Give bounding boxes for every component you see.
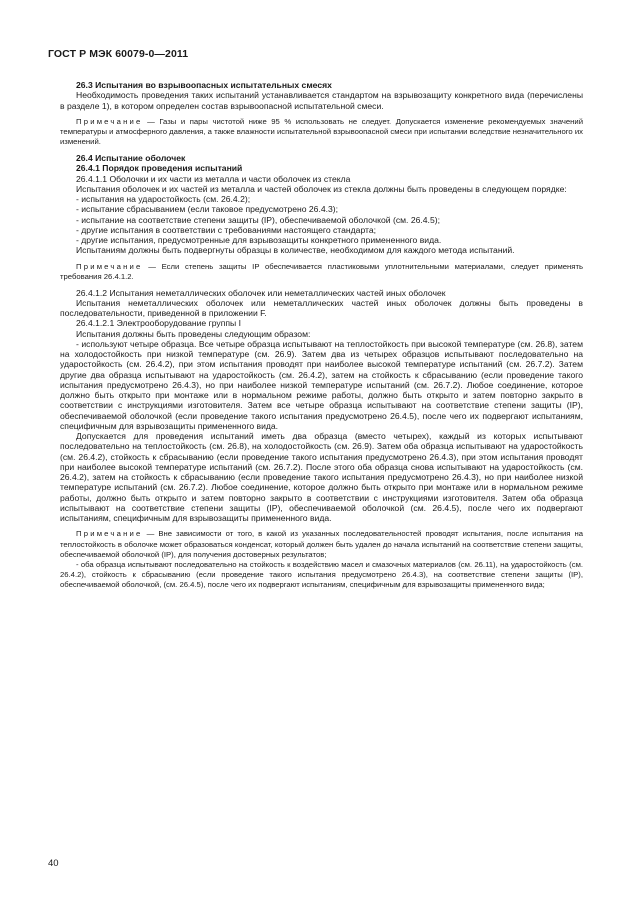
paragraph-four-samples: - используют четыре образца. Все четыре образца испытывают на теплостойкость при высокой температуре (см. 26.8), затем на холодостойкость при низкой температуре (см. 26.9). Затем два из четырех образцов испытывают последовательно на ударостойкость (см. 26.4.2), при этом испытания проводят при наиболее высокой температуре испытаний (см. 26.7.2). Затем другие два образца испытывают на ударостойкость (см. 26.4.2), затем на стойкость к сбрасыванию (если проведение такого испытания предусмотрено 26.4.3), но при наиболее низкой температуре испытаний (см. 26.7.2). Любое соединение, которое должно быть открыто при монтаже или в нормальном режиме работы, должно быть открыто и затем повторно закрыто в соответствии с инструкциями изготовителя. Затем все четыре образца испытывают на соответствие степени защиты (IP), обеспечиваемой оболочкой (если проведение такого испытания предусмотрено 26.4.5), после чего их подвергают испытаниям, специфичным для взрывозащиты примененного вида. bbox=[60, 338, 583, 431]
paragraph-nonmetal: Испытания неметаллических оболочек или неметаллических частей иных оболочек должны быть проведены в последовательности, приведенной в приложении F. bbox=[60, 297, 583, 319]
note-ip bbox=[60, 262, 583, 282]
page-content bbox=[60, 80, 583, 590]
heading-26-4: 26.4 Испытание оболочек bbox=[76, 153, 186, 164]
paragraph-test-order: Испытания оболочек и их частей из металла и частей оболочек из стекла должны быть проведены в следующем порядке: bbox=[76, 183, 567, 194]
standard-header: ГОСТ Р МЭК 60079-0—2011 bbox=[48, 48, 189, 60]
note-26-3 bbox=[60, 117, 583, 147]
paragraph-26-4-1-2-1: 26.4.1.2.1 Электрооборудование группы I bbox=[76, 318, 241, 329]
note-text: — Газы и пары чистотой ниже 95 % использовать не следует. Допускается изменение рекомендуемых значений температуры и атмосферного давления, а также влажности испытательной взрывоопасной смеси при испытании вследствие незначительного их изменений. bbox=[60, 116, 583, 146]
heading-26-3: 26.3 Испытания во взрывоопасных испытательных смесях bbox=[76, 80, 332, 90]
paragraph-26-4-1-2: 26.4.1.2 Испытания неметаллических оболочек или неметаллических частей иных оболочек bbox=[76, 287, 446, 298]
paragraph-two-samples: Допускается для проведения испытаний иметь два образца (вместо четырех), каждый из которых испытывают последовательно на теплостойкость (см. 26.8), на холодостойкость (см. 26.9). Затем оба образца испытывают на ударостойкость (см. 26.4.2), стойкость к сбрасыванию (если проведение такого испытания предусмотрено 26.4.3), при этом испытания проводят при наиболее высокой температуре испытаний (см. 26.7.2). После этого оба образца снова испытывают на ударостойкость (см. 26.4.2), затем на стойкость к сбрасыванию (если проведение такого испытания предусмотрено 26.4.3), но при наиболее низкой температуре испытаний (см. 26.7.2). Любое соединение, которое должно быть открыто при монтаже или в нормальном режиме работы, должно быть открыто и затем повторно закрыто в соответствии с инструкциями изготовителя. Затем оба образца испытывают на соответствие степени защиты (IP), обеспечиваемой оболочкой (см. 26.4.5), после чего их подвергают испытаниям, специфичным для взрывозащиты примененного вида. bbox=[60, 431, 583, 524]
list-item: - испытание на соответствие степени защиты (IP), обеспечиваемой оболочкой (см. 26.4.5); bbox=[76, 214, 440, 225]
note-condensate bbox=[60, 529, 583, 559]
list-item: - другие испытания, предусмотренные для взрывозащиты конкретного примененного вида. bbox=[76, 235, 442, 246]
note-label: Примечание bbox=[76, 261, 143, 271]
paragraph-26-3: Необходимость проведения таких испытаний устанавливается стандартом на взрывозащиту конкретного вида (перечислены в разделе 1), в котором определен состав взрывоопасной испытательной смеси. bbox=[60, 90, 583, 111]
note-text: — Вне зависимости от того, в какой из указанных последовательностей проводят испытания, после испытания на теплостойкость в оболочке может образоваться конденсат, который должен быть удален до начала испытаний на соответствие степени защиты, обеспечиваемой оболочкой (IP), для получения достоверных результатов; bbox=[60, 529, 583, 559]
list-item: - другие испытания в соответствии с требованиями настоящего стандарта; bbox=[76, 224, 377, 235]
note-list-item: - оба образца испытывают последовательно на стойкость к воздействию масел и смазочных материалов (см. 26.11), на ударостойкость (см. 26.4.2), стойкость к сбрасыванию (если проведение такого испытания предусмотрено 26.4.3), на соответствие степени защиты (IP), обеспечиваемой оболочкой, (см. 26.4.5), после чего их подвергают испытаниям, специфичным для взрывозащиты примененного вида; bbox=[60, 559, 583, 589]
list-item: - испытание сбрасыванием (если таковое предусмотрено 26.4.3); bbox=[76, 204, 339, 215]
paragraph-samples: Испытаниям должны быть подвергнуты образцы в количестве, необходимом для каждого метода испытаний. bbox=[76, 245, 515, 256]
list-item: - испытания на ударостойкость (см. 26.4.2); bbox=[76, 194, 251, 205]
note-label: Примечание bbox=[76, 529, 143, 539]
paragraph-26-4-1-1: 26.4.1.1 Оболочки и их части из металла и части оболочек из стекла bbox=[76, 173, 351, 184]
paragraph-tests-intro: Испытания должны быть проведены следующим образом: bbox=[76, 328, 311, 339]
note-label: Примечание bbox=[76, 116, 143, 126]
page-number: 40 bbox=[48, 858, 59, 869]
note-text: — Если степень защиты IP обеспечивается пластиковыми уплотнительными материалами, следует применять требования 26.4.1.2. bbox=[60, 261, 583, 281]
heading-26-4-1: 26.4.1 Порядок проведения испытаний bbox=[76, 163, 243, 174]
